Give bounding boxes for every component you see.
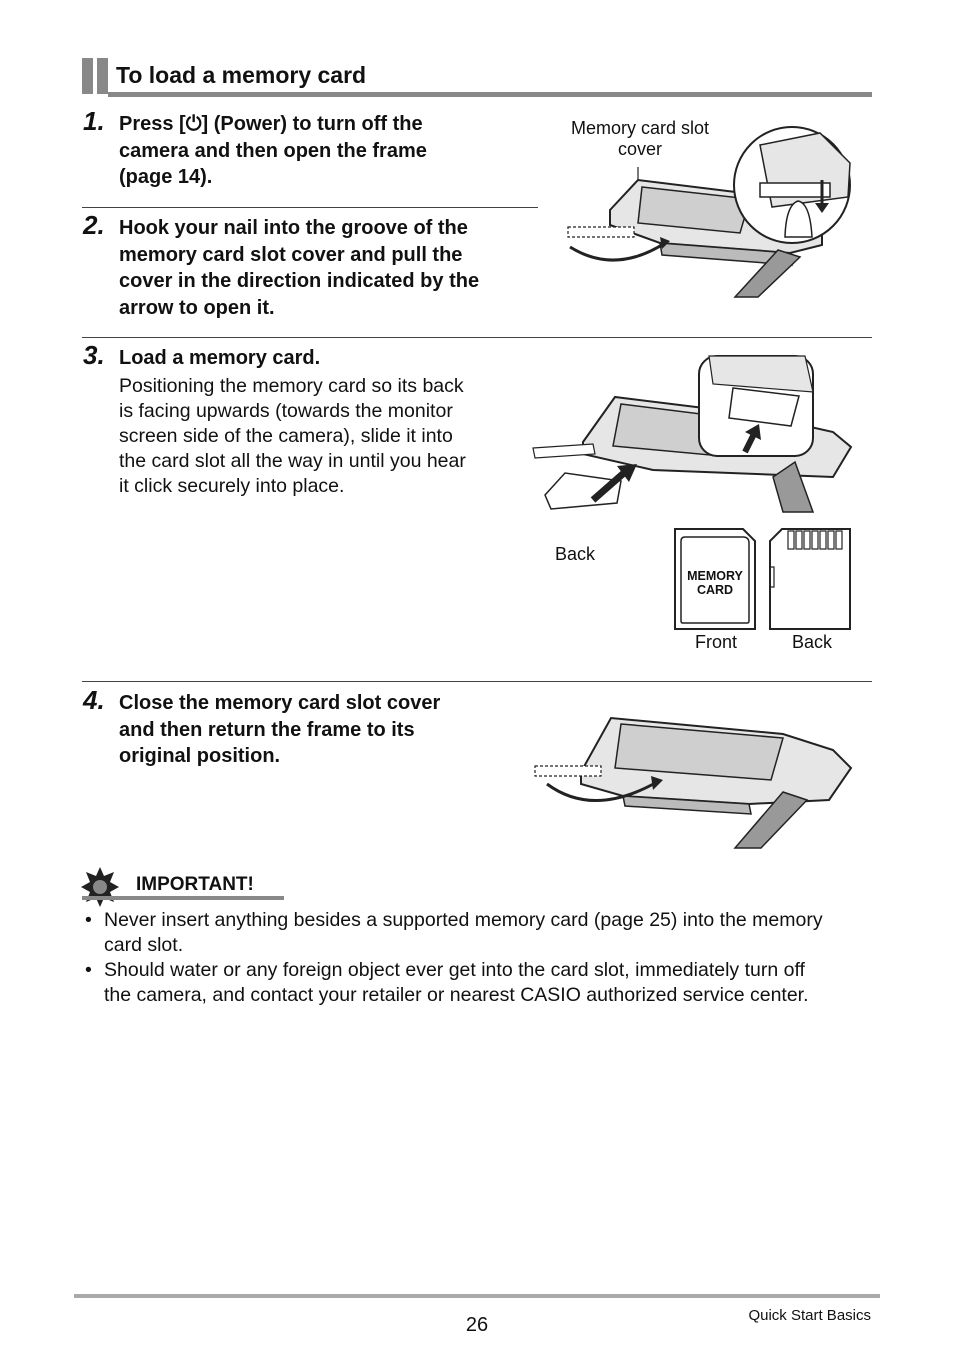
body-line: is facing upwards (towards the monitor bbox=[119, 400, 453, 422]
list-item bbox=[82, 958, 882, 1008]
step-line: camera and then open the frame bbox=[119, 139, 427, 162]
step-number: 4. bbox=[83, 685, 105, 715]
header-rule bbox=[108, 92, 872, 97]
body-line: Positioning the memory card so its back bbox=[119, 375, 464, 397]
step-line: Press [⏻] (Power) to turn off the bbox=[119, 113, 423, 135]
camera-open-cover-illustration bbox=[560, 125, 860, 297]
step-divider bbox=[82, 207, 538, 208]
step-2-text bbox=[119, 215, 479, 321]
body-line: the card slot all the way in until you hear bbox=[119, 450, 466, 472]
footer-rule bbox=[74, 1294, 880, 1298]
important-list bbox=[82, 908, 882, 1008]
memory-card-back bbox=[768, 527, 852, 631]
step-line: memory card slot cover and pull the bbox=[119, 243, 463, 266]
step-divider bbox=[82, 337, 872, 338]
step-1-text bbox=[119, 111, 427, 191]
load-card-illustration bbox=[533, 352, 853, 517]
body-line: screen side of the camera), slide it into bbox=[119, 425, 453, 447]
card-text: CARD bbox=[696, 583, 734, 597]
step-number: 1. bbox=[83, 106, 105, 136]
step-line: and then return the frame to its bbox=[119, 718, 415, 741]
step-number: 3. bbox=[83, 340, 105, 370]
header-accent-bar bbox=[97, 58, 108, 94]
important-burst-icon bbox=[81, 867, 119, 907]
card-back-caption: Back bbox=[791, 632, 833, 652]
step-divider bbox=[82, 681, 872, 682]
card-front-caption: Front bbox=[694, 632, 737, 652]
step-line: original position. bbox=[119, 745, 281, 767]
page-number: 26 bbox=[465, 1314, 489, 1336]
section-title: To load a memory card bbox=[116, 62, 367, 88]
list-item bbox=[82, 908, 882, 958]
camera-close-cover-illustration bbox=[533, 710, 853, 850]
bullet-line: • Never insert anything besides a supported memory card (page 25) into the memory bbox=[104, 909, 823, 931]
important-rule bbox=[82, 896, 284, 900]
label-line: Memory card slot bbox=[570, 118, 710, 138]
header-accent-bar bbox=[82, 58, 93, 94]
card-text: MEMORY bbox=[687, 569, 743, 583]
step-line: cover in the direction indicated by the bbox=[119, 270, 480, 292]
important-label: IMPORTANT! bbox=[136, 874, 254, 895]
step-number: 2. bbox=[83, 210, 105, 240]
label-line: cover bbox=[617, 139, 662, 159]
step-4-text bbox=[119, 690, 440, 770]
footer-section-name: Quick Start Basics bbox=[748, 1307, 871, 1324]
step-3-body bbox=[119, 374, 466, 499]
card-back-label: Back bbox=[554, 544, 596, 564]
body-line: it click securely into place. bbox=[119, 475, 345, 497]
step-line: (page 14). bbox=[119, 166, 213, 188]
step-3-title: Load a memory card. bbox=[119, 347, 321, 369]
bullet-line: • Should water or any foreign object ever get into the card slot, immediately turn off bbox=[104, 959, 805, 981]
step-line: Close the memory card slot cover bbox=[119, 692, 441, 714]
step-line: Hook your nail into the groove of the bbox=[119, 217, 468, 239]
bullet-line: the camera, and contact your retailer or nearest CASIO authorized service center. bbox=[104, 984, 809, 1006]
bullet-line: card slot. bbox=[104, 934, 184, 956]
memory-card-front-text bbox=[673, 569, 757, 597]
step-line: arrow to open it. bbox=[119, 296, 275, 319]
